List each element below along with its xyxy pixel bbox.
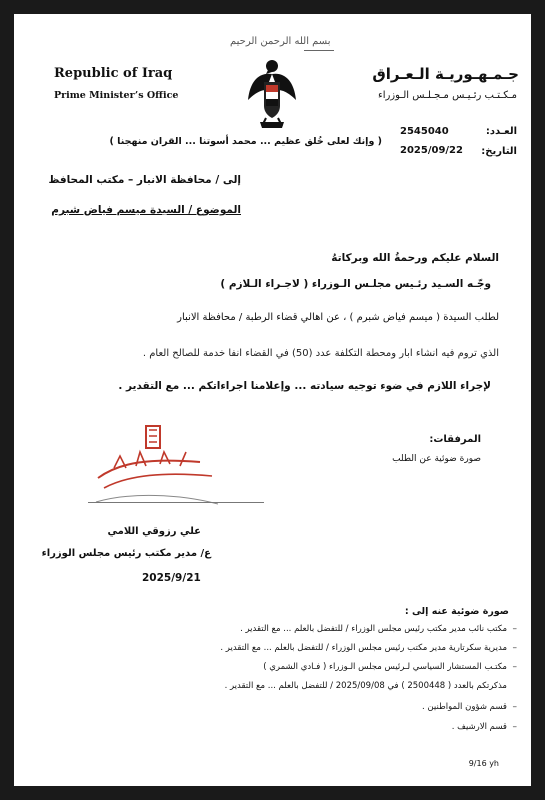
copy-item-2: مديرية سكرتارية مدير مكتب رئيس مجلس الوزراء / للتفضل بالعلم ... مع التقدير . [220,643,507,653]
date-value: 2025/09/22 [400,145,463,156]
copy-item-4: مذكرتكم بالعدد ( 2500448 ) في 2025/09/08 / للتفضل بالعلم ... مع التقدير . [224,681,507,691]
copy-bullet: – [512,722,517,732]
body-line-1: لطلب السيدة ( ميسم فياض شبرم ) ، عن اهالي قضاء الرطبة / محافظة الانبار [177,312,499,323]
copy-bullet: – [512,643,517,653]
attachment-item: صورة ضوئية عن الطلب [392,454,481,464]
signature-date: 2025/9/21 [142,572,201,584]
page-code: 9/16 yh [468,759,499,768]
number-value: 2545040 [400,126,449,137]
copy-item-1: مكتب نائب مدير مكتب رئيس مجلس الوزراء / للتفضل بالعلم ... مع التقدير . [240,624,507,634]
country-name-en: Republic of Iraq [54,66,173,81]
office-name-en: Prime Minister’s Office [54,90,179,101]
copy-item-6: قسم الارشيف . [451,722,507,732]
copy-bullet: – [512,702,517,712]
copy-item-5: قسم شؤون المواطنين . [422,702,507,712]
greeting: السلام عليكم ورحمةُ الله وبركاتهُ [331,252,499,264]
copy-bullet: – [512,624,517,634]
copy-bullet: – [512,662,517,672]
basmala-header: بسم الله الرحمن الرحيم [230,36,331,47]
directive: وجّـه السـيد رئـيس مجلـس الـوزراء ( لاجـراء الـلازم ) [220,278,491,290]
number-label: العـدد: [485,126,517,137]
country-name-ar: جـمـهـوريـة الـعـراق [372,65,519,83]
closing-line: لإجراء اللازم في ضوء توجيه سيادته ... وإعلامنا اجراءاتكم ... مع التقدير . [118,380,491,392]
signer-name: علي رزوقي اللامي [107,526,201,537]
copy-item-3: مكتـب المستشار السياسي لـرئيس مجلس الـوزراء ( فـادي الشمري ) [263,662,507,672]
signature-line [88,502,264,503]
attachments-label: المرفقات: [429,434,481,445]
letter-page [14,14,531,786]
iraq-eagle-emblem-icon [246,56,298,136]
copies-heading: صورة ضوئية عنه إلى : [404,606,509,617]
date-label: التاريخ: [481,146,517,157]
subject-line: الموضوع / السيدة ميسم فياض شبرم [51,204,241,216]
motto: ( وإنك لعلى خُلق عظيم ... محمد أسوتنا ... القران منهجنا ) [109,136,382,147]
office-name-ar: مـكـتـب رئـيـس مـجـلـس الـوزراء [378,90,517,101]
header-divider [304,50,334,51]
addressee: إلى / محافظة الانبار – مكتب المحافظ [48,174,241,186]
body-line-2: الذي تروم فيه انشاء ابار ومحطة التكلفة عدد (50) في القضاء انفا خدمة للصالح العام . [142,348,499,359]
office-stamp [90,422,220,512]
signer-title: ع/ مدير مكتب رئيس مجلس الوزراء [41,548,211,559]
